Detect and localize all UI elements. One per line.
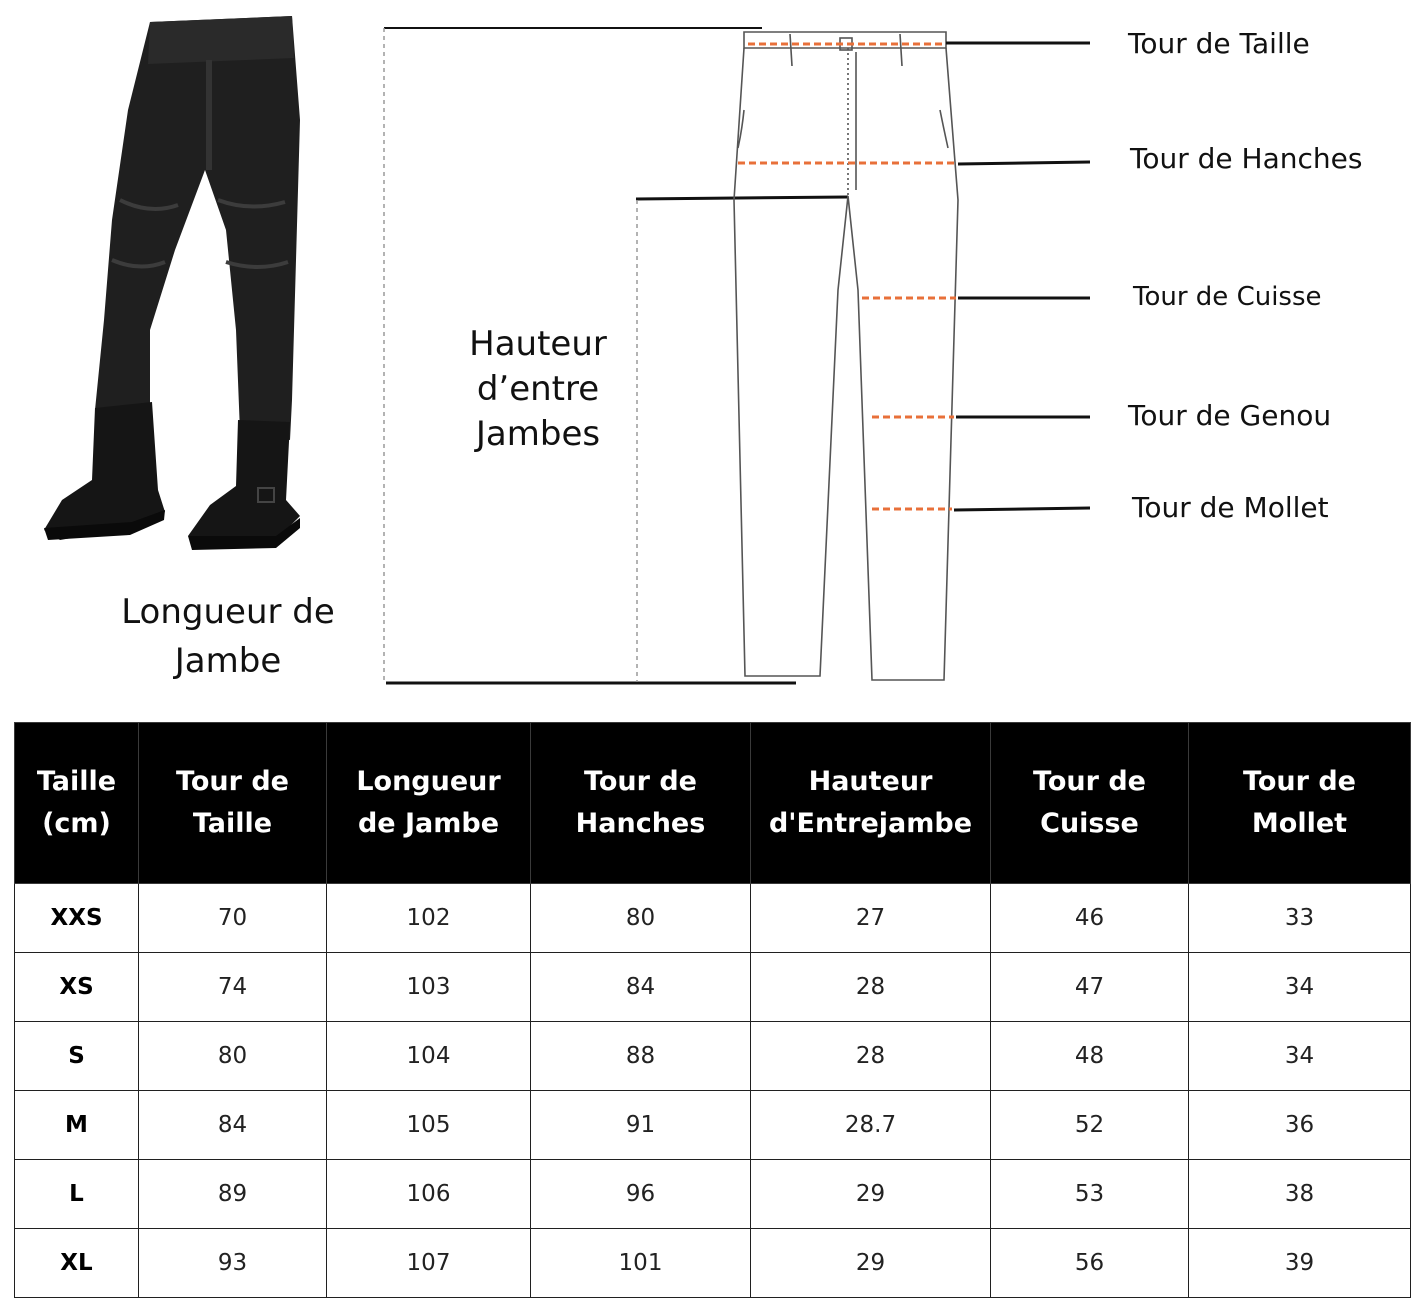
table-cell: 52 [991, 1091, 1189, 1160]
header-waist [139, 723, 327, 884]
header-line: Hanches [575, 808, 706, 839]
table-cell: 93 [139, 1229, 327, 1298]
header-calf [1189, 723, 1411, 884]
label-inseam [440, 322, 636, 458]
header-line: Tour de [1033, 766, 1146, 798]
table-cell: 28 [751, 953, 991, 1022]
table-cell: 89 [139, 1160, 327, 1229]
table-cell: 80 [139, 1022, 327, 1091]
size-cell: XXS [15, 884, 139, 953]
header-thigh [991, 723, 1189, 884]
table-cell: 36 [1189, 1091, 1411, 1160]
table-row [15, 1022, 1411, 1091]
table-cell: 103 [327, 953, 531, 1022]
table-cell: 74 [139, 953, 327, 1022]
table-cell: 101 [531, 1229, 751, 1298]
jeans-photo [44, 16, 300, 550]
label-inseam-line: d’entre [476, 369, 600, 410]
header-inseam [751, 723, 991, 884]
label-leg-length-line: Longueur de [121, 592, 335, 632]
pants-sketch [734, 32, 958, 680]
table-cell: 27 [751, 884, 991, 953]
table-row [15, 953, 1411, 1022]
header-hips [531, 723, 751, 884]
size-cell: M [15, 1091, 139, 1160]
table-cell: 47 [991, 953, 1189, 1022]
header-line: de Jambe [357, 808, 500, 839]
table-cell: 56 [991, 1229, 1189, 1298]
label-leg-length [90, 588, 366, 687]
table-cell: 107 [327, 1229, 531, 1298]
header-line: Longueur [356, 766, 501, 798]
size-cell: S [15, 1022, 139, 1091]
label-knee: Tour de Genou [1128, 399, 1332, 432]
label-inseam-line: Hauteur [469, 324, 607, 364]
label-waist: Tour de Taille [1128, 27, 1310, 60]
label-calf: Tour de Mollet [1132, 491, 1329, 524]
header-line: (cm) [42, 808, 111, 839]
table-cell: 53 [991, 1160, 1189, 1229]
label-thigh: Tour de Cuisse [1133, 282, 1322, 312]
table-cell: 80 [531, 884, 751, 953]
table-row [15, 1229, 1411, 1298]
table-cell: 48 [991, 1022, 1189, 1091]
size-table [14, 722, 1411, 1298]
table-cell: 33 [1189, 884, 1411, 953]
label-leg-length-line: Jambe [174, 641, 282, 682]
table-cell: 96 [531, 1160, 751, 1229]
leader-lines [946, 43, 1090, 510]
header-line: d'Entrejambe [768, 808, 973, 839]
header-line: Mollet [1251, 808, 1348, 839]
table-cell: 39 [1189, 1229, 1411, 1298]
label-hips: Tour de Hanches [1130, 142, 1363, 175]
table-row [15, 1091, 1411, 1160]
size-cell: XL [15, 1229, 139, 1298]
header-line: Taille [192, 808, 273, 839]
label-inseam-line: Jambes [475, 414, 601, 455]
size-cell: XS [15, 953, 139, 1022]
table-row [15, 1160, 1411, 1229]
table-cell: 29 [751, 1229, 991, 1298]
table-row [15, 884, 1411, 953]
table-cell: 105 [327, 1091, 531, 1160]
table-cell: 34 [1189, 1022, 1411, 1091]
table-cell: 29 [751, 1160, 991, 1229]
table-cell: 28 [751, 1022, 991, 1091]
measure-guides [738, 44, 956, 509]
header-line: Hauteur [808, 766, 933, 798]
header-line: Taille [36, 766, 117, 798]
table-cell: 88 [531, 1022, 751, 1091]
table-cell: 46 [991, 884, 1189, 953]
table-cell: 28.7 [751, 1091, 991, 1160]
table-cell: 34 [1189, 953, 1411, 1022]
table-header-row [15, 723, 1411, 884]
table-cell: 104 [327, 1022, 531, 1091]
table-cell: 106 [327, 1160, 531, 1229]
inseam-bracket [636, 197, 848, 682]
header-size [15, 723, 139, 884]
header-line: Cuisse [1040, 808, 1139, 839]
header-leg-length [327, 723, 531, 884]
table-cell: 38 [1189, 1160, 1411, 1229]
header-line: Tour de [176, 766, 289, 798]
header-line: Tour de [584, 766, 697, 798]
table-cell: 91 [531, 1091, 751, 1160]
table-cell: 70 [139, 884, 327, 953]
table-cell: 84 [139, 1091, 327, 1160]
size-cell: L [15, 1160, 139, 1229]
header-line: Tour de [1243, 766, 1356, 798]
table-cell: 102 [327, 884, 531, 953]
table-cell: 84 [531, 953, 751, 1022]
